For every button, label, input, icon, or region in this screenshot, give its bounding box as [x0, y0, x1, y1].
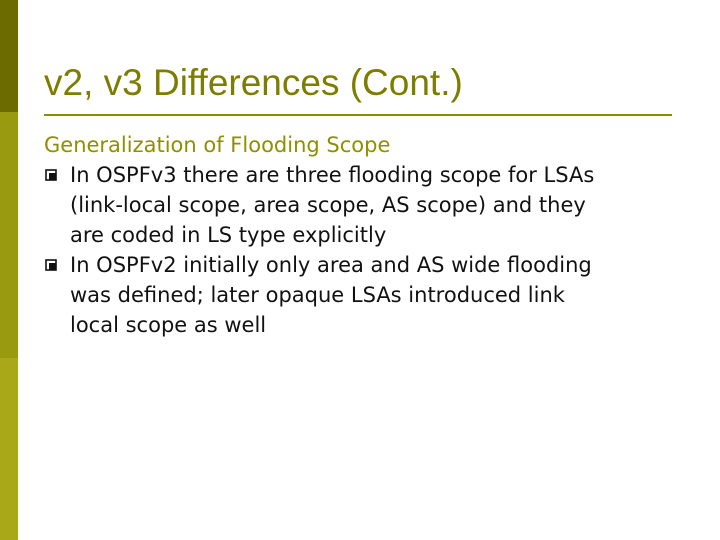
slide-title: v2, v3 Differences (Cont.): [44, 62, 463, 103]
sidebar-stripe-top: [0, 0, 18, 112]
section-heading: Generalization of Flooding Scope: [44, 133, 391, 157]
sidebar-stripe-middle: [0, 112, 18, 358]
bullet-line: local scope as well: [70, 313, 267, 337]
bullet-square-icon: [45, 169, 57, 181]
slide-body: [44, 130, 694, 340]
bullet-item: [44, 160, 694, 250]
bullet-line: was defined; later opaque LSAs introduced link: [70, 283, 565, 307]
sidebar-stripe-bottom: [0, 358, 18, 540]
bullet-line: In OSPFv3 there are three flooding scope for LSAs: [70, 163, 595, 187]
title-underline: [44, 114, 672, 116]
bullet-item: [44, 250, 694, 340]
bullet-square-icon: [45, 259, 57, 271]
bullet-line: are coded in LS type explicitly: [70, 223, 387, 247]
bullet-line: (link-local scope, area scope, AS scope) and they: [70, 193, 586, 217]
bullet-line: In OSPFv2 initially only area and AS wide flooding: [70, 253, 592, 277]
